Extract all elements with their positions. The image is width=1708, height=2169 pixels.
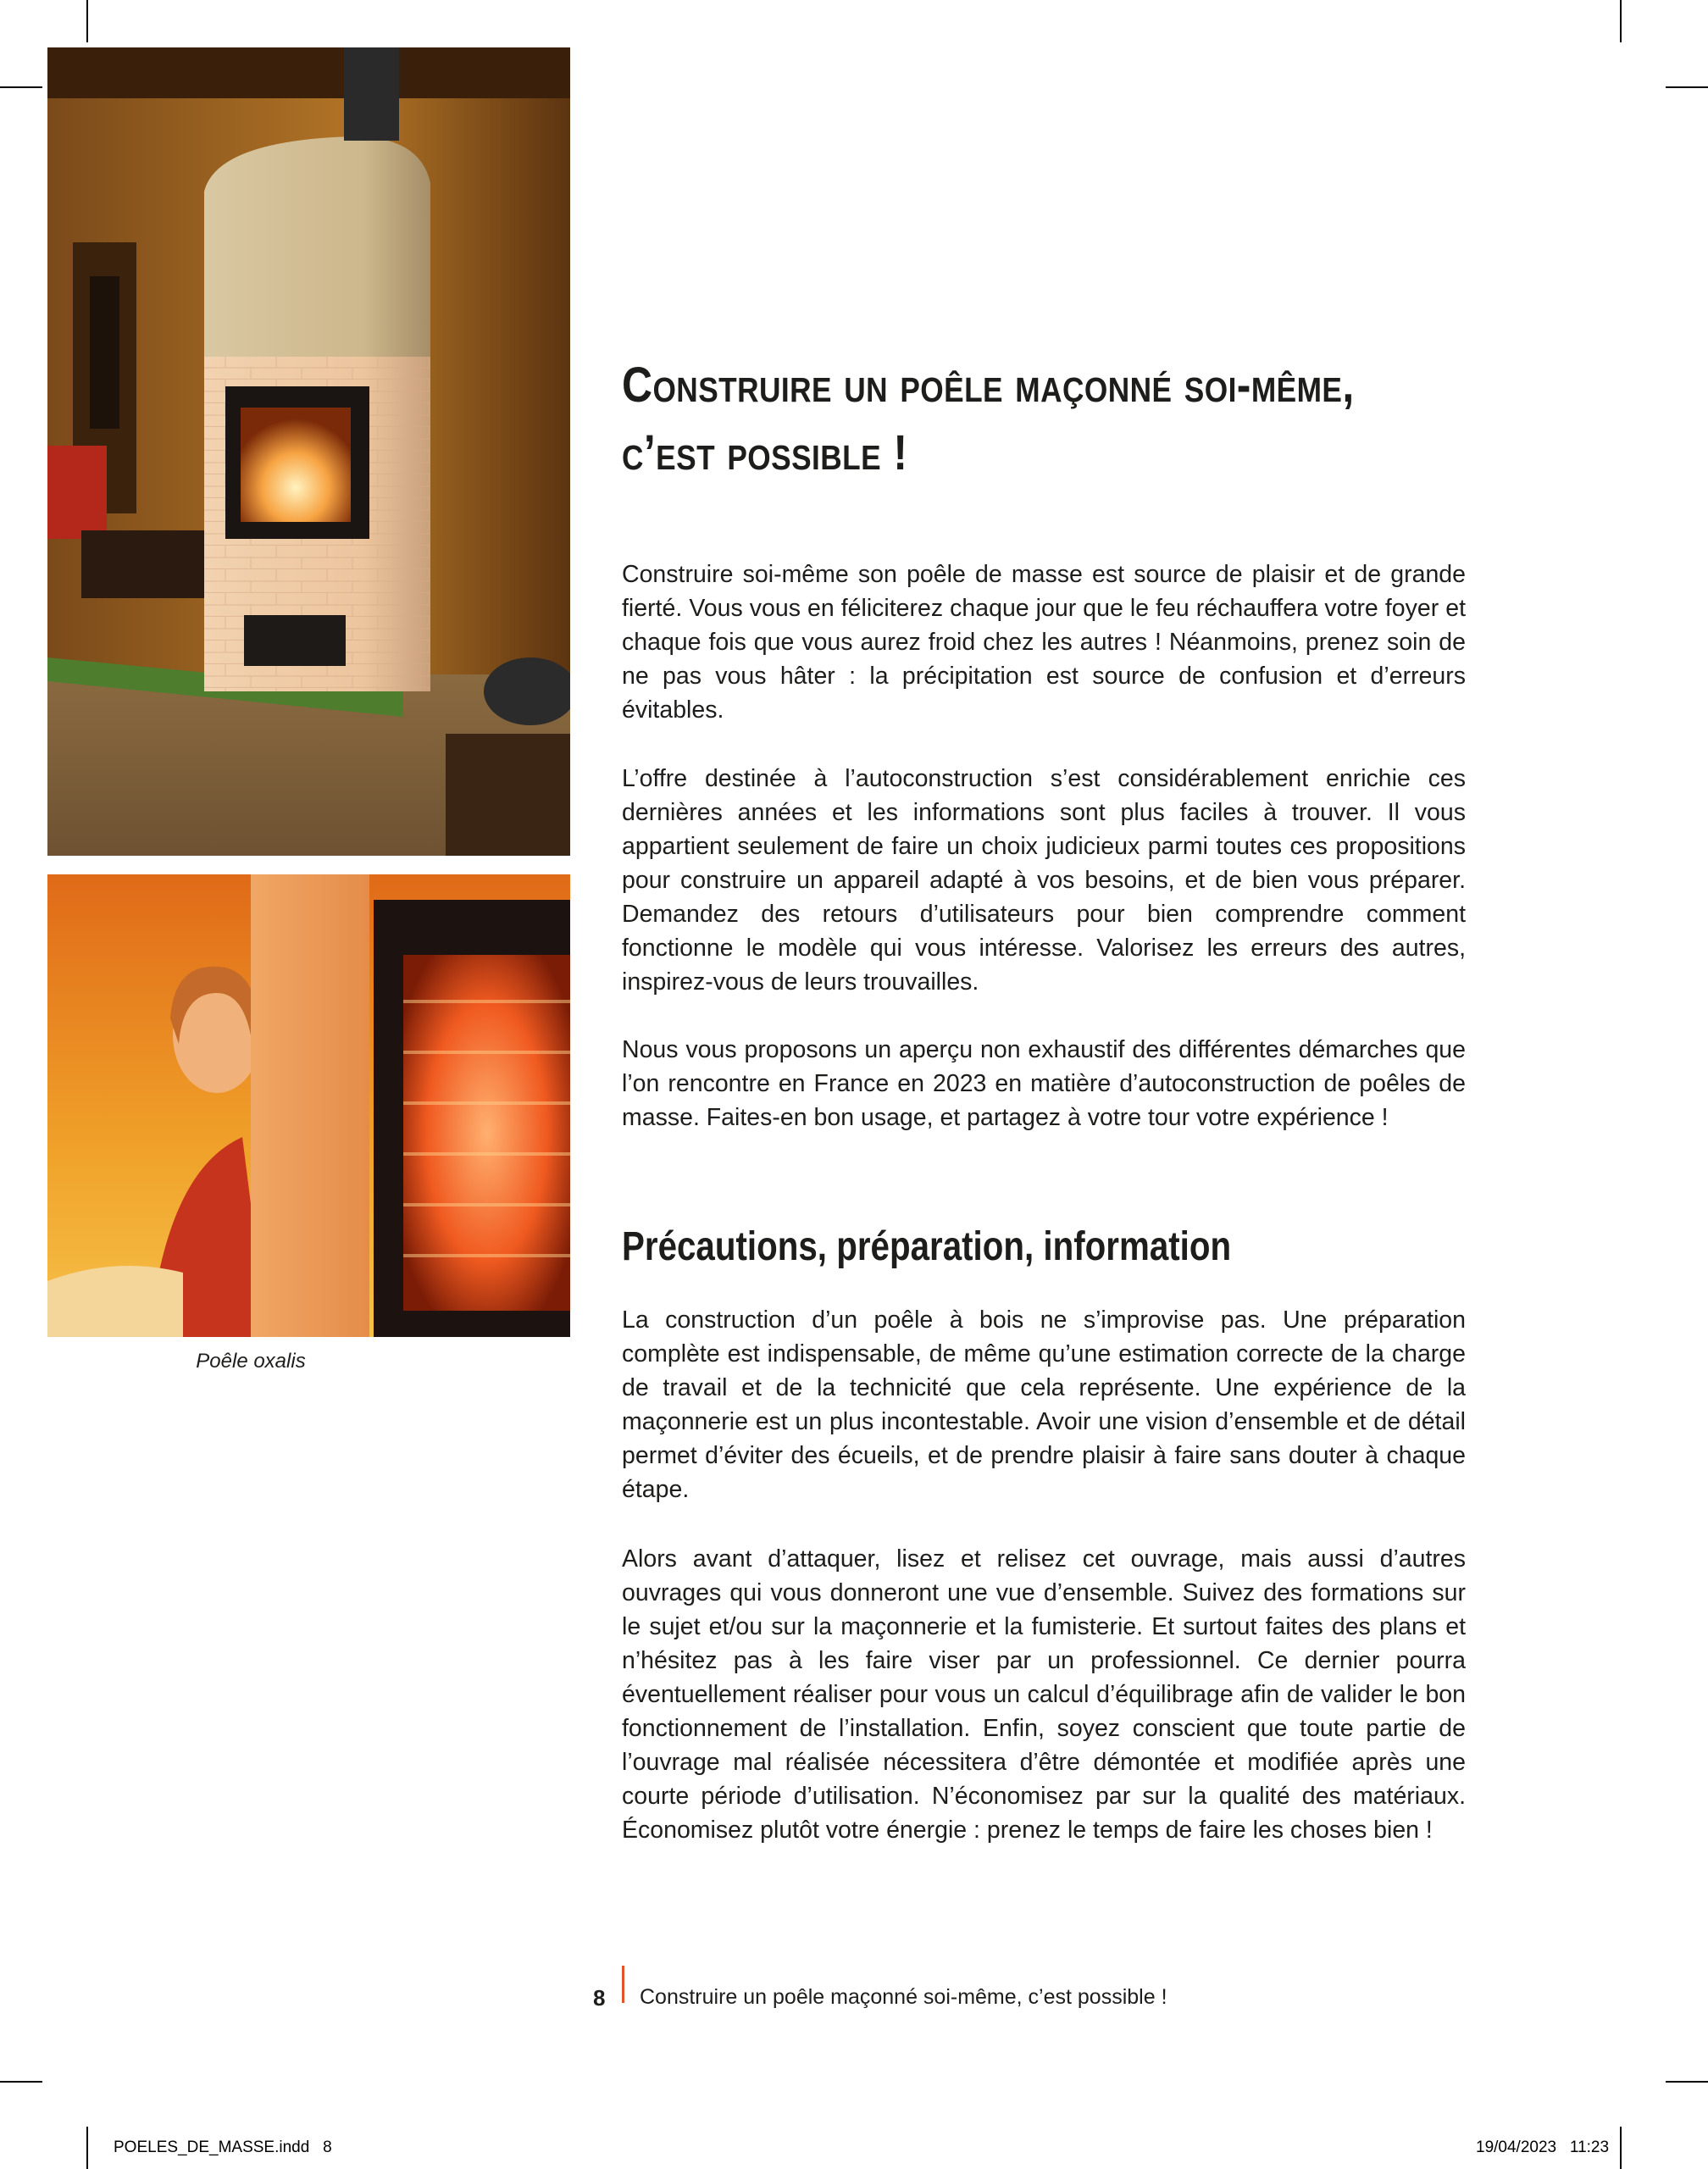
crop-mark [1620, 2127, 1622, 2169]
page-number: 8 [593, 1985, 606, 2011]
crop-mark [0, 2081, 42, 2083]
body-paragraph: L’offre destinée à l’autoconstruction s’est considérablement enrichie ces dernières années et les informations sont plus faciles à trouver. Il vous appartient seulement de faire un choix judicieux parmi toutes ces propositions pour construire un appareil adapté à vos besoins, et de bien vous préparer. Demandez des retours d’utilisateurs pour bien comprendre comment fonctionne le modèle qui vous intéresse. Valorisez les erreurs des autres, inspirez-vous de leurs trouvailles. [622, 765, 1466, 996]
intro-paragraph: Construire soi-même son poêle de masse est source de plaisir et de grande fierté. Vous vous en féliciterez chaque jour que le feu réchauffera votre foyer et chaque fois que vous aurez froid chez les autres ! Néanmoins, prenez soin de ne pas vous hâter : la précipitation est source de confusion et d’erreurs évitables. [622, 561, 1466, 724]
section-heading: Précautions, préparation, information [622, 1224, 1232, 1269]
stove-photo [47, 47, 570, 856]
title-line-1: Construire un poêle maçonné soi-même, [622, 358, 1355, 413]
slug-datetime: 19/04/2023 11:23 [1476, 2138, 1610, 2156]
section-paragraph: Alors avant d’attaquer, lisez et relisez cet ouvrage, mais aussi d’autres ouvrages qui vous donneront une vue d’ensemble. Suivez des formations sur le sujet et/ou sur la maçonnerie et la fumisterie. Et surtout faites des plans et n’hésitez pas à les faire viser par un professionnel. Ce dernier pourra éventuellement réaliser pour vous un calcul d’équilibrage afin de valider le bon fonctionnement de l’installation. Enfin, soyez conscient que toute partie de l’ouvrage mal réalisée nécessitera d’être démontée et modifiée après une courte période d’utilisation. N’économisez par sur la qualité des matériaux. Économisez plutôt votre énergie : prenez le temps de faire les choses bien ! [622, 1545, 1466, 1844]
crop-mark [1620, 0, 1622, 42]
crop-mark [86, 2127, 88, 2169]
title-line-2: c’est possible ! [622, 425, 908, 480]
crop-mark [1666, 86, 1708, 88]
running-footer: Construire un poêle maçonné soi-même, c’est possible ! [640, 1985, 1167, 2009]
page-title [622, 352, 1467, 487]
slug-filename: POELES_DE_MASSE.indd 8 [114, 2138, 332, 2156]
section-paragraph: La construction d’un poêle à bois ne s’improvise pas. Une préparation complète est indispensable, de même qu’une estimation correcte de la charge de travail et de la technicité que cela représente. Une expérience de la maçonnerie est un plus incontestable. Avoir une vision d’ensemble et de détail permet d’éviter des écueils, et de prendre plaisir à faire sans douter à chaque étape. [622, 1306, 1466, 1503]
crop-mark [86, 0, 88, 42]
photo-caption: Poêle oxalis [196, 1350, 306, 1373]
crop-mark [1666, 2081, 1708, 2083]
child-by-stove-photo [47, 874, 570, 1337]
body-paragraph: Nous vous proposons un aperçu non exhaustif des différentes démarches que l’on rencontre en France en 2023 en matière d’autoconstruction de poêles de masse. Faites-en bon usage, et partagez à votre tour votre expérience ! [622, 1036, 1466, 1131]
folio-divider [622, 1966, 624, 2003]
crop-mark [0, 86, 42, 88]
